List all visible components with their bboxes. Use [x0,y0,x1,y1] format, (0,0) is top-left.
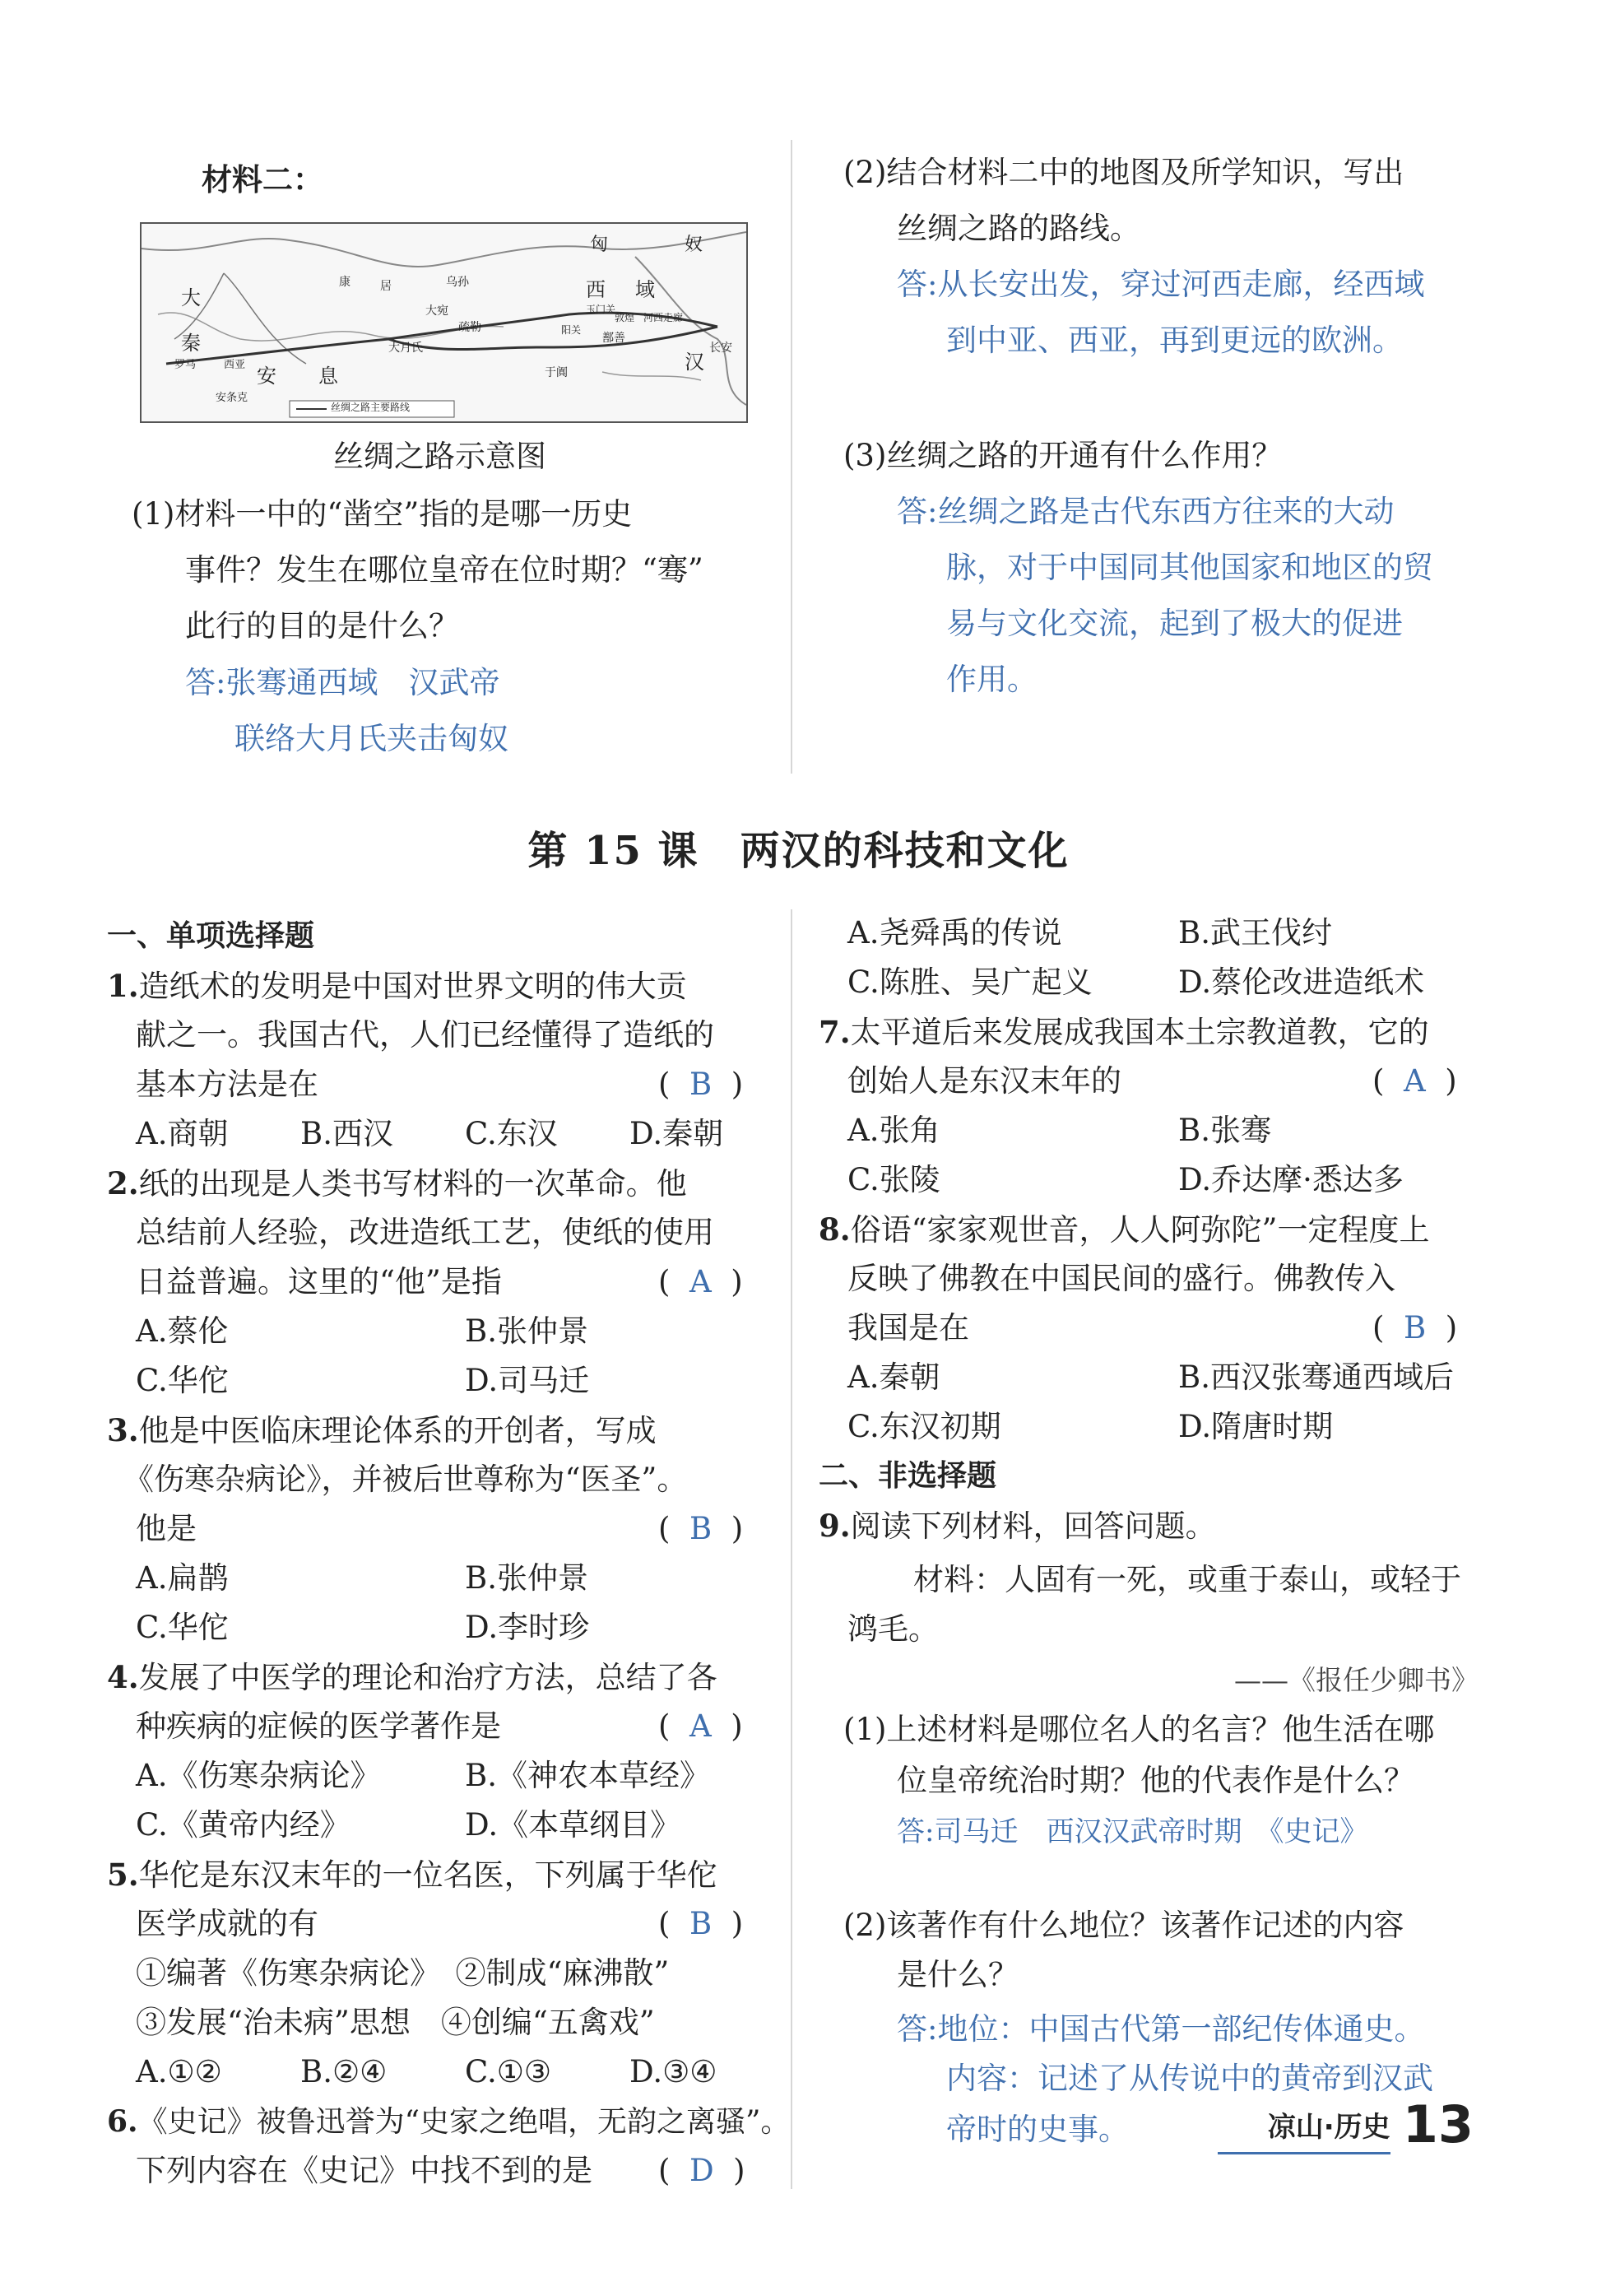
q1-text-line: 此行的目的是什么？ [185,608,459,644]
question-text: 阅读下列材料，回答问题。 [850,1508,1216,1544]
question-3 [107,1406,657,1456]
q3-answer-line: 脉，对于中国同其他国家和地区的贸 [946,550,1433,585]
option: A.商朝 [136,1116,229,1151]
question-text-line: 我国是在 [847,1310,969,1346]
question-text: 《史记》被鲁迅誉为“史家之绝唱，无韵之离骚”。 [137,2105,791,2139]
map-legend: 丝绸之路主要路线 [331,402,411,413]
map-label: 西 [586,278,606,301]
map-label: 汉 [685,351,704,374]
section-heading-choice: 一、单项选择题 [107,919,315,953]
map-label: 河西走廊 [643,312,684,323]
silk-road-map [140,222,748,423]
answer-bracket: ( A ) [658,1264,743,1299]
material2-label: 材料二： [202,161,323,198]
question-text-line: 创始人是东汉末年的 [847,1063,1121,1099]
question-text: 太平道后来发展成我国本土宗教道教，它的 [850,1015,1429,1050]
map-label: 居 [380,280,392,293]
option: D.蔡伦改进造纸术 [1178,964,1425,1000]
answer-letter: B [1403,1310,1427,1346]
question-text-line: 他是 [136,1511,197,1546]
option: D.③④ [629,2054,717,2089]
question-number: 1. [107,968,139,1004]
answer-letter: D [689,2153,714,2188]
map-label: 阳关 [561,324,582,336]
option: D.《本草纲目》 [465,1807,681,1843]
map-label: 大宛 [425,304,448,318]
map-label: 康 [339,276,351,289]
option: A.尧舜禹的传说 [847,915,1062,950]
question-number: 4. [107,1659,139,1695]
map-label: 安 [257,365,276,388]
material-text-line: 鸿毛。 [847,1611,939,1647]
question-text: 他是中医临床理论体系的开创者，写成 [138,1413,657,1448]
option: C.东汉初期 [847,1409,1001,1444]
map-label: 罗马 [174,359,197,371]
question-text-line: 总结前人经验，改进造纸工艺，使纸的使用 [136,1215,714,1250]
option: A.①② [136,2054,222,2089]
question-8 [819,1205,1429,1255]
q3-answer-line: 答:丝绸之路是古代东西方往来的大动 [897,494,1395,529]
sub-question-1: 位皇帝统治时期？他的代表作是什么？ [897,1763,1414,1798]
map-label: 秦 [181,332,201,355]
answer-letter: A [689,1264,712,1299]
answer-bracket: ( A ) [1372,1063,1457,1099]
q3-answer-line: 易与文化交流，起到了极大的促进 [946,606,1403,641]
map-label: 于阗 [545,366,568,379]
question-number: 6. [107,2104,138,2139]
question-text: 发展了中医学的理论和治疗方法，总结了各 [138,1660,717,1695]
sub-answer-1: 答:司马迁 西汉汉武帝时期 《史记》 [897,1815,1368,1848]
answer-letter: A [1403,1063,1426,1099]
answer-letter: B [689,1067,713,1102]
answer-letter: A [689,1708,712,1744]
question-text-line: 基本方法是在 [136,1067,318,1102]
option: A.蔡伦 [136,1313,229,1349]
question-text: 华佗是东汉末年的一位名医，下列属于华佗 [138,1857,717,1893]
answer-bracket: ( B ) [1372,1310,1458,1346]
map-label: 西亚 [224,359,246,371]
option: B.张仲景 [465,1560,588,1596]
question-5 [107,1850,717,1900]
lesson-title: 第 15 课 两汉的科技和文化 [527,828,1070,874]
question-text-line: 日益普遍。这里的“他”是指 [136,1264,502,1299]
option: B.西汉 [300,1116,393,1151]
q3-text: (3)丝绸之路的开通有什么作用？ [843,438,1283,473]
option: A.张角 [847,1113,940,1148]
question-text: 纸的出现是人类书写材料的一次革命。他 [138,1166,687,1201]
answer-bracket: ( D ) [658,2153,745,2188]
map-label: 鄯善 [602,332,625,345]
q2-text-line: 丝绸之路的路线。 [897,211,1140,246]
question-text-line: 下列内容在《史记》中找不到的是 [136,2153,592,2188]
option: C.陈胜、吴广起义 [847,964,1093,1000]
map-label: 长安 [709,342,732,355]
sub-answer-2: 帝时的史事。 [946,2112,1129,2147]
option: C.张陵 [847,1162,940,1197]
option: D.司马迁 [465,1363,590,1398]
map-label: 息 [318,365,338,388]
option: B.《神农本草经》 [465,1758,710,1793]
material-text-line: 材料：人固有一死，或重于泰山，或轻于 [913,1562,1461,1597]
question-text-line: 反映了佛教在中国民间的盛行。佛教传入 [847,1261,1395,1296]
map-label: 安条克 [216,392,248,404]
question-number: 8. [819,1211,851,1248]
map-label: 奴 [685,235,703,255]
map-label: 匈 [590,235,609,255]
sub-question-2: 是什么？ [897,1957,1019,1992]
question-text-line: 献之一。我国古代，人们已经懂得了造纸的 [136,1017,714,1053]
question-number: 2. [107,1165,139,1201]
question-text-line: 种疾病的症候的医学著作是 [136,1708,501,1744]
book-name: 凉山·历史 [1267,2111,1390,2144]
footer-rule [1218,2152,1390,2154]
sub-answer-2: 内容：记述了从传说中的黄帝到汉武 [946,2061,1433,2096]
option: C.《黄帝内经》 [136,1807,351,1843]
option: C.华佗 [136,1610,229,1645]
option: B.张仲景 [465,1313,588,1349]
q2-answer-line: 答:从长安出发，穿过河西走廊，经西域 [897,267,1425,302]
map-caption: 丝绸之路示意图 [333,439,546,474]
q1-answer-line: 答:张骞通西域 汉武帝 [185,665,500,700]
sub-answer-2: 答:地位：中国古代第一部纪传体通史。 [897,2011,1425,2047]
option: C.华佗 [136,1363,229,1398]
sub-statement: ③发展“治未病”思想 ④创编“五禽戏” [136,2005,655,2040]
page-footer [1268,2094,1474,2154]
question-7 [819,1007,1429,1057]
option: B.②④ [300,2054,388,2089]
sub-statement: ①编著《伤寒杂病论》 ②制成“麻沸散” [136,1955,670,1991]
question-6 [107,2097,790,2147]
question-number: 9. [819,1508,851,1544]
option: B.张骞 [1178,1113,1271,1148]
answer-bracket: ( B ) [658,1067,744,1102]
question-number: 7. [819,1014,851,1050]
question-number: 5. [107,1857,139,1893]
q3-answer-line: 作用。 [946,662,1038,697]
map-label: 乌孙 [446,276,469,289]
option: A.秦朝 [847,1359,940,1395]
question-text: 俗语“家家观世音，人人阿弥陀”一定程度上 [850,1212,1430,1248]
column-divider-top [791,140,792,774]
option: C.①③ [465,2054,552,2089]
option: A.扁鹊 [136,1560,229,1596]
q1-text-line: 事件？发生在哪位皇帝在位时期？“骞” [185,552,703,588]
question-text-line: 医学成就的有 [136,1906,318,1941]
sub-question-2: (2)该著作有什么地位？该著作记述的内容 [843,1908,1404,1943]
option: B.武王伐纣 [1178,915,1332,950]
q2-answer-line: 到中亚、西亚，再到更远的欧洲。 [946,323,1403,358]
question-1 [107,961,687,1011]
option: D.乔达摩·悉达多 [1178,1162,1404,1197]
q2-text-line: (2)结合材料二中的地图及所学知识，写出 [843,155,1404,190]
option: D.隋唐时期 [1178,1409,1334,1444]
map-label: 大 [181,286,201,309]
answer-bracket: ( B ) [658,1511,744,1546]
column-divider-bottom [791,909,792,2189]
page-number: 13 [1402,2094,1474,2154]
answer-bracket: ( A ) [658,1708,743,1744]
material-source: ——《报任少卿书》 [1234,1664,1479,1696]
question-text: 造纸术的发明是中国对世界文明的伟大贡 [138,969,687,1004]
option: D.李时珍 [465,1610,590,1645]
question-2 [107,1159,687,1209]
section-heading-non-choice: 二、非选择题 [819,1459,997,1493]
option: C.东汉 [465,1116,558,1151]
answer-letter: B [689,1906,713,1941]
answer-letter: B [689,1511,713,1546]
option: B.西汉张骞通西域后 [1178,1359,1454,1395]
question-4 [107,1652,717,1703]
sub-question-1: (1)上述材料是哪位名人的名言？他生活在哪 [843,1712,1435,1747]
q1-text-line: (1)材料一中的“凿空”指的是哪一历史 [132,496,633,532]
map-label: 敦煌 [615,312,635,323]
map-label: 域 [635,278,655,301]
map-label: 大月氏 [388,342,423,355]
answer-bracket: ( B ) [658,1906,744,1941]
option: D.秦朝 [629,1116,724,1151]
map-label: 玉门关 [586,304,616,315]
question-9 [819,1501,1216,1551]
q1-answer-line: 联络大月氏夹击匈奴 [234,721,508,756]
option: A.《伤寒杂病论》 [136,1758,381,1793]
map-label: 疏勒 [458,321,481,334]
question-text-line: 《伤寒杂病论》，并被后世尊称为“医圣”。 [123,1462,688,1497]
question-number: 3. [107,1412,139,1448]
